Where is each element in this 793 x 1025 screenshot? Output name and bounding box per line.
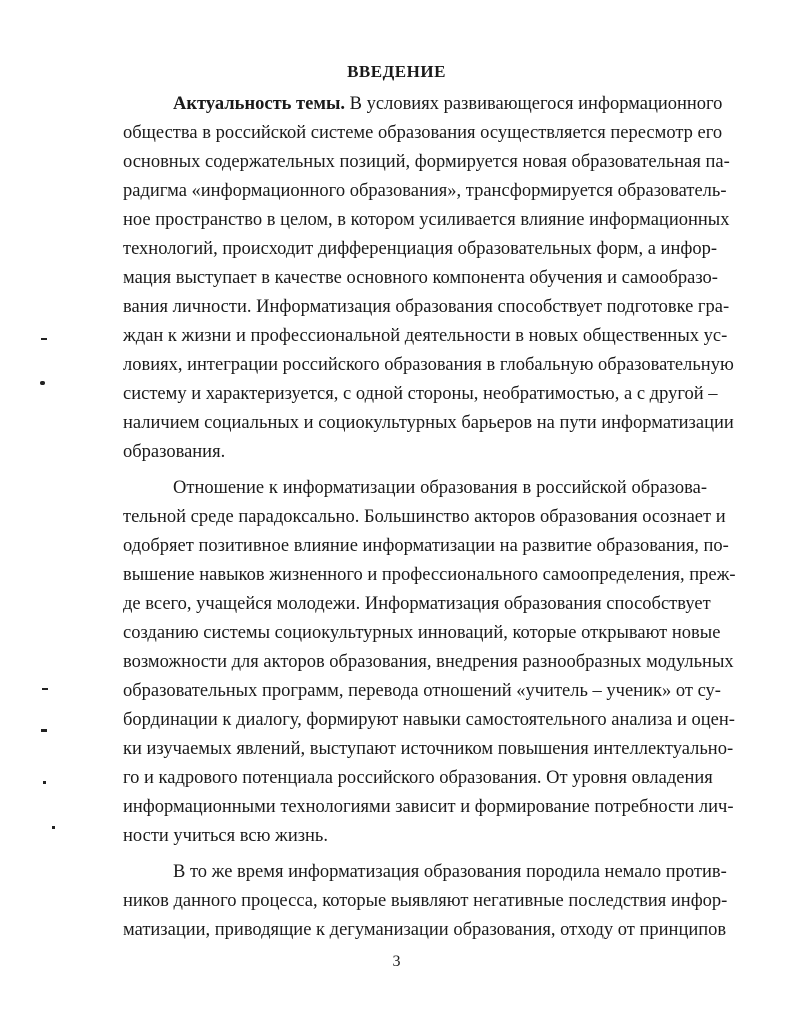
paragraph-line: ки изучаемых явлений, выступают источником повышения интеллектуально- [123, 739, 734, 759]
paragraph-1-first-line-text: В условиях развивающегося информационного [345, 94, 723, 114]
scan-speck [42, 688, 48, 690]
paragraph-line: вышение навыков жизненного и профессионального самоопределения, преж- [123, 565, 736, 585]
paragraph-1-line-1 [173, 91, 723, 117]
paragraph-line: радигма «информационного образования», трансформируется образователь- [123, 181, 727, 201]
paragraph-line: ников данного процесса, которые выявляют негативные последствия инфор- [123, 891, 728, 911]
section-heading: ВВЕДЕНИЕ [347, 62, 446, 81]
paragraph-line: основных содержательных позиций, формируется новая образовательная па- [123, 152, 730, 172]
paragraph-line: общества в российской системе образования осуществляется пересмотр его [123, 123, 723, 143]
paragraph-line: ловиях, интеграции российского образования в глобальную образовательную [123, 355, 734, 375]
paragraph-line: возможности для акторов образования, внедрения разнообразных модульных [123, 652, 734, 672]
paragraph-line: ное пространство в целом, в котором усиливается влияние информационных [123, 210, 730, 230]
paragraph-line: образовательных программ, перевода отношений «учитель – ученик» от су- [123, 681, 721, 701]
paragraph-line: созданию системы социокультурных инноваций, которые открывают новые [123, 623, 721, 643]
paragraph-line: образования. [123, 442, 226, 462]
scan-speck [41, 338, 47, 340]
paragraph-line: ности учиться всю жизнь. [123, 826, 328, 846]
paragraph-line: бординации к диалогу, формируют навыки самостоятельного анализа и оцен- [123, 710, 735, 730]
paragraph-line: тельной среде парадоксально. Большинство акторов образования осознает и [123, 507, 726, 527]
scan-speck [43, 781, 46, 784]
paragraph-line: матизации, приводящие к дегуманизации образования, отходу от принципов [123, 920, 727, 940]
paragraph-line: технологий, происходит дифференциация образовательных форм, а инфор- [123, 239, 717, 259]
paragraph-line: информационными технологиями зависит и формирование потребности лич- [123, 797, 734, 817]
paragraph-line: де всего, учащейся молодежи. Информатизация образования способствует [123, 594, 711, 614]
paragraph-line: го и кадрового потенциала российского образования. От уровня овладения [123, 768, 713, 788]
scan-speck [52, 826, 55, 829]
scan-speck [40, 381, 45, 385]
paragraph-line: одобряет позитивное влияние информатизации на развитие образования, по- [123, 536, 729, 556]
paragraph-line: систему и характеризуется, с одной стороны, необратимостью, а с другой – [123, 384, 718, 404]
topic-lead: Актуальность темы. [173, 94, 346, 114]
paragraph-line: ждан к жизни и профессиональной деятельности в новых общественных ус- [123, 326, 728, 346]
paragraph-line: наличием социальных и социокультурных барьеров на пути информатизации [123, 413, 734, 433]
page-number: 3 [392, 953, 401, 970]
scan-speck [41, 729, 47, 732]
paragraph-line: мация выступает в качестве основного компонента обучения и самообразо- [123, 268, 718, 288]
paragraph-line: вания личности. Информатизация образования способствует подготовке гра- [123, 297, 730, 317]
paragraph-2-line-1: Отношение к информатизации образования в российской образова- [173, 478, 707, 498]
paragraph-3-line-1: В то же время информатизация образования породила немало против- [173, 862, 727, 882]
